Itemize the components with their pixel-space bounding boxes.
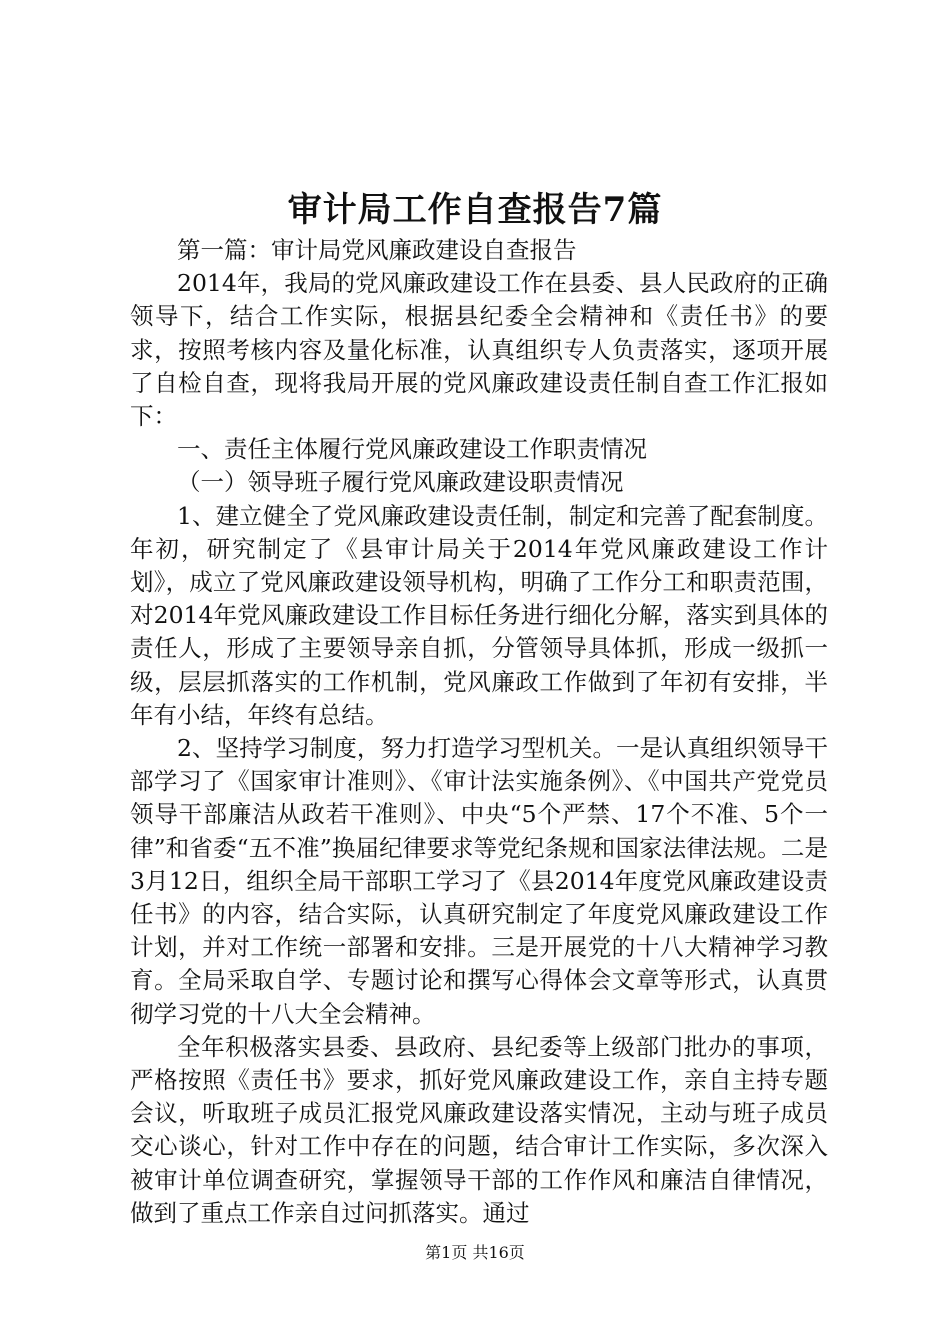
- subsection-heading: 一、责任主体履行党风廉政建设工作职责情况: [177, 435, 647, 464]
- page-number: 第1页 共16页: [425, 1243, 525, 1262]
- body-paragraph: 2、坚持学习制度，努力打造学习型机关。一是认真组织领导干部学习了《国家审计准则》、《审计法实施条例》、《中国共产党党员领导干部廉洁从政若干准则》、中央“5个严禁、17个不准、5个一律”和省委“五不准”换届纪律要求等党纪条规和国家法律法规。二是3月12日，组织全局干部职工学习了《县2014年度党风廉政建设责任书》的内容，结合实际，认真研究制定了年度党风廉政建设工作计划，并对工作统一部署和安排。三是开展党的十八大精神学习教育。全局采取自学、专题讨论和撰写心得体会文章等形式，认真贯彻学习党的十八大全会精神。: [130, 734, 828, 1028]
- body-paragraph: 1、建立健全了党风廉政建设责任制，制定和完善了配套制度。年初，研究制定了《县审计局关于2014年党风廉政建设工作计划》，成立了党风廉政建设领导机构，明确了工作分工和职责范围，对2014年党风廉政建设工作目标任务进行细化分解，落实到具体的责任人，形成了主要领导亲自抓，分管领导具体抓，形成一级抓一级，层层抓落实的工作机制，党风廉政工作做到了年初有安排，半年有小结，年终有总结。: [130, 501, 828, 729]
- body-paragraph: 2014年，我局的党风廉政建设工作在县委、县人民政府的正确领导下，结合工作实际，根据县纪委全会精神和《责任书》的要求，按照考核内容及量化标准，认真组织专人负责落实，逐项开展了自检自查，现将我局开展的党风廉政建设责任制自查工作汇报如下：: [130, 269, 828, 431]
- section-heading: 第一篇：审计局党风廉政建设自查报告: [177, 236, 577, 264]
- document-title: 审计局工作自查报告7篇: [287, 190, 663, 230]
- subsection-heading: （一）领导班子履行党风廉政建设职责情况: [177, 468, 624, 497]
- document-body: [130, 234, 828, 1230]
- body-paragraph: 全年积极落实县委、县政府、县纪委等上级部门批办的事项，严格按照《责任书》要求，抓好党风廉政建设工作，亲自主持专题会议，听取班子成员汇报党风廉政建设落实情况，主动与班子成员交心谈心，针对工作中存在的问题，结合审计工作实际，多次深入被审计单位调查研究，掌握领导干部的工作作风和廉洁自律情况，做到了重点工作亲自过问抓落实。通过: [130, 1032, 828, 1227]
